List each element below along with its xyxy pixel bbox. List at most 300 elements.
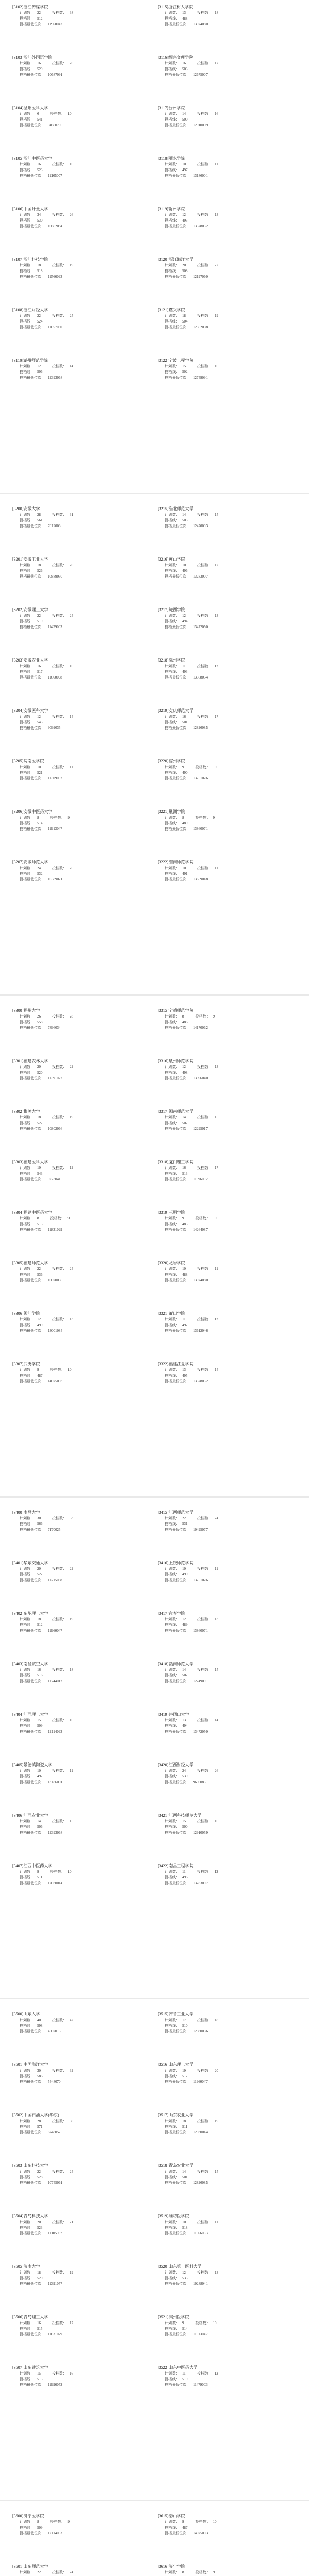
- score-value: 495: [182, 1374, 188, 1378]
- rank-value: 11479003: [48, 625, 62, 629]
- score-label: 投档线：: [20, 218, 34, 223]
- score-label: 投档线：: [20, 2125, 34, 2129]
- plan-value: 14: [182, 112, 186, 116]
- school-name: [3416]上饶师范学院: [158, 1561, 194, 1565]
- rank-value: 13860071: [193, 1629, 208, 1633]
- school-entry: [158, 1109, 297, 1159]
- admitted-label: 投档数：: [197, 1166, 212, 1170]
- school-name: [3115]浙江树人学院: [158, 5, 194, 9]
- rank-label: 投档最低位次：: [165, 1780, 190, 1784]
- rank-label: 投档最低位次：: [165, 877, 190, 882]
- rank-row: [12, 22, 151, 27]
- rank-row: [12, 1780, 151, 1785]
- score-row: [12, 2023, 151, 2029]
- rank-row: [158, 675, 297, 681]
- plan-admitted-row: [12, 1718, 151, 1723]
- score-row: [12, 1824, 151, 1830]
- school-name: [3500]山东大学: [12, 2012, 40, 2016]
- score-value: 517: [37, 670, 43, 674]
- rank-row: [12, 1025, 151, 1031]
- rank-row: [12, 1076, 151, 1081]
- school-name: [3405]景德镇陶瓷大学: [12, 1762, 53, 1767]
- admitted-label: 投档数：: [197, 1317, 212, 1321]
- rank-row: [158, 2130, 297, 2136]
- score-label: 投档线：: [165, 1020, 179, 1024]
- school-name: [3315]宁德师范学院: [158, 1008, 194, 1013]
- plan-admitted-row: [158, 1718, 297, 1723]
- rank-label: 投档最低位次：: [20, 1076, 45, 1080]
- school-name: [3519]潍坊医学院: [158, 2214, 190, 2218]
- rank-label: 投档最低位次：: [165, 2080, 190, 2084]
- plan-label: 计划数：: [165, 2119, 179, 2123]
- admitted-value: 26: [215, 1769, 218, 1773]
- plan-admitted-row: [158, 2018, 297, 2023]
- plan-value: 9: [182, 2321, 184, 2325]
- school-entry: [158, 1260, 297, 1311]
- rank-row: [12, 1126, 151, 1132]
- admitted-label: 投档数：: [197, 2018, 212, 2022]
- score-row: [12, 821, 151, 826]
- school-entry: [158, 358, 297, 408]
- admitted-label: 投档数：: [195, 765, 210, 769]
- plan-value: 18: [182, 314, 186, 318]
- admitted-value: 17: [215, 715, 218, 719]
- admitted-value: 9: [67, 2520, 70, 2524]
- admitted-label: 投档数：: [197, 162, 212, 166]
- rank-row: [158, 1379, 297, 1384]
- rank-label: 投档最低位次：: [165, 1076, 190, 1080]
- score-row: [158, 720, 297, 725]
- rank-label: 投档最低位次：: [165, 1831, 190, 1835]
- rank-label: 投档最低位次：: [20, 625, 45, 629]
- admitted-label: 投档数：: [197, 2270, 212, 2275]
- rank-value: 11391077: [48, 1076, 62, 1080]
- score-label: 投档线：: [20, 67, 34, 71]
- admitted-label: 投档数：: [195, 2321, 210, 2325]
- rank-value: 7170025: [48, 1528, 61, 1532]
- score-value: 561: [37, 518, 43, 522]
- score-value: 511: [182, 2125, 188, 2129]
- school-name: [3202]安徽理工大学: [12, 607, 48, 612]
- school-entry: [158, 55, 297, 105]
- rank-label: 投档最低位次：: [165, 2531, 190, 2535]
- school-entry: [12, 2314, 151, 2365]
- admitted-value: 15: [215, 2170, 218, 2174]
- school-name: [3418]赣南师范大学: [158, 1662, 194, 1666]
- school-entry: [12, 1711, 151, 1762]
- plan-admitted-row: [12, 1165, 151, 1171]
- score-label: 投档线：: [165, 670, 179, 674]
- school-entry: [158, 1661, 297, 1711]
- score-value: 512: [182, 2074, 188, 2078]
- rank-value: 12562008: [193, 325, 208, 329]
- score-row: [12, 2225, 151, 2231]
- plan-label: 计划数：: [165, 664, 179, 668]
- school-name: [3420]江西财经大学: [158, 1762, 194, 1767]
- plan-value: 16: [37, 162, 41, 166]
- score-value: 496: [182, 1875, 188, 1879]
- plan-admitted-row: [158, 664, 297, 669]
- rank-label: 投档最低位次：: [165, 224, 190, 228]
- plan-label: 计划数：: [20, 213, 34, 217]
- plan-label: 计划数：: [20, 1317, 34, 1321]
- plan-label: 计划数：: [20, 1769, 34, 1773]
- rank-value: 11913047: [193, 2332, 208, 2336]
- score-label: 投档线：: [20, 771, 34, 775]
- rank-row: [158, 776, 297, 782]
- admitted-label: 投档数：: [52, 563, 66, 567]
- rank-value: 13751026: [193, 776, 208, 781]
- score-value: 532: [37, 872, 43, 876]
- school-entry: [158, 156, 297, 206]
- score-label: 投档线：: [20, 16, 34, 21]
- admitted-value: 9: [213, 1014, 215, 1019]
- plan-value: 10: [182, 162, 186, 166]
- score-value: 514: [182, 2327, 188, 2331]
- plan-admitted-row: [12, 2320, 151, 2326]
- admitted-label: 投档数：: [52, 614, 66, 618]
- plan-value: 8: [37, 816, 39, 820]
- score-value: 527: [37, 1121, 43, 1125]
- plan-label: 计划数：: [20, 2321, 34, 2325]
- rank-label: 投档最低位次：: [165, 376, 190, 380]
- rank-value: 5448070: [48, 2080, 61, 2084]
- school-entry: [12, 156, 151, 206]
- admitted-label: 投档数：: [197, 263, 212, 267]
- plan-value: 15: [37, 2371, 41, 2376]
- rank-value: 12114093: [48, 1730, 62, 1734]
- score-value: 526: [37, 569, 43, 573]
- admitted-value: 25: [70, 314, 73, 318]
- plan-label: 计划数：: [20, 715, 34, 719]
- right-column: [158, 4, 297, 408]
- school-entry: [12, 1260, 151, 1311]
- rank-label: 投档最低位次：: [165, 325, 190, 329]
- score-row: [12, 1020, 151, 1025]
- school-name: [3502]中国石油大学(华东): [12, 2113, 59, 2117]
- plan-label: 计划数：: [20, 1668, 34, 1672]
- score-row: [158, 1521, 297, 1527]
- plan-value: 10: [182, 2220, 186, 2224]
- rank-label: 投档最低位次：: [20, 1578, 45, 1582]
- rank-row: [12, 523, 151, 529]
- plan-admitted-row: [158, 1869, 297, 1875]
- plan-value: 13: [182, 11, 186, 15]
- plan-label: 计划数：: [165, 1115, 179, 1120]
- score-value: 491: [182, 872, 188, 876]
- score-label: 投档线：: [165, 1623, 179, 1627]
- plan-value: 24: [37, 866, 41, 870]
- rank-row: [158, 1578, 297, 1583]
- plan-value: 10: [182, 866, 186, 870]
- admitted-label: 投档数：: [195, 1216, 210, 1221]
- plan-label: 计划数：: [165, 2371, 179, 2376]
- school-entry: [12, 1159, 151, 1210]
- school-entry: [12, 758, 151, 809]
- admitted-label: 投档数：: [52, 1567, 66, 1571]
- plan-value: 13: [182, 1718, 186, 1722]
- admitted-label: 投档数：: [197, 1819, 212, 1823]
- rank-value: 11913047: [48, 827, 62, 831]
- plan-admitted-row: [158, 1768, 297, 1774]
- plan-admitted-row: [158, 1014, 297, 1020]
- admitted-value: 19: [70, 1617, 73, 1621]
- rank-label: 投档最低位次：: [165, 275, 190, 279]
- school-name: [3116]绍兴文理学院: [158, 55, 194, 60]
- school-name: [3522]山东中医药大学: [158, 2365, 198, 2370]
- admitted-label: 投档数：: [195, 2520, 210, 2524]
- plan-label: 计划数：: [165, 213, 179, 217]
- score-label: 投档线：: [20, 117, 34, 122]
- admitted-value: 33: [70, 1516, 73, 1520]
- plan-admitted-row: [158, 162, 297, 167]
- school-entry: [158, 1008, 297, 1058]
- plan-label: 计划数：: [165, 2220, 179, 2224]
- admitted-value: 22: [215, 263, 218, 267]
- score-label: 投档线：: [20, 1522, 34, 1526]
- plan-value: 12: [182, 213, 186, 217]
- admitted-value: 11: [215, 1267, 218, 1271]
- rank-label: 投档最低位次：: [165, 675, 190, 680]
- admitted-label: 投档数：: [52, 1668, 66, 1672]
- school-name: [3320]龙岩学院: [158, 1261, 185, 1265]
- score-label: 投档线：: [165, 1273, 179, 1277]
- score-row: [158, 821, 297, 826]
- plan-admitted-row: [158, 1115, 297, 1121]
- school-entry: [158, 607, 297, 657]
- plan-value: 22: [37, 1267, 41, 1271]
- admitted-label: 投档数：: [52, 1718, 66, 1722]
- score-label: 投档线：: [165, 2377, 179, 2381]
- rank-row: [158, 2332, 297, 2337]
- plan-admitted-row: [12, 1869, 151, 1875]
- score-row: [158, 117, 297, 123]
- score-row: [158, 2276, 297, 2281]
- section-divider: [0, 1998, 309, 1999]
- score-value: 529: [37, 67, 43, 71]
- rank-row: [12, 325, 151, 330]
- rank-row: [158, 574, 297, 580]
- admitted-label: 投档数：: [52, 2570, 66, 2574]
- plan-label: 计划数：: [20, 364, 34, 368]
- rank-row: [158, 2231, 297, 2236]
- rank-value: 11960047: [48, 22, 62, 26]
- school-entry: [12, 506, 151, 556]
- plan-admitted-row: [158, 364, 297, 369]
- plan-value: 12: [37, 715, 41, 719]
- rank-label: 投档最低位次：: [20, 2029, 45, 2033]
- rank-label: 投档最低位次：: [20, 675, 45, 680]
- plan-label: 计划数：: [20, 563, 34, 567]
- score-row: [158, 1070, 297, 1076]
- plan-value: 16: [37, 1668, 41, 1672]
- rank-row: [12, 2130, 151, 2136]
- plan-label: 计划数：: [165, 1870, 179, 1874]
- admitted-value: 10: [213, 765, 217, 769]
- admitted-value: 32: [70, 2069, 73, 2073]
- plan-admitted-row: [158, 1367, 297, 1373]
- admitted-value: 9: [213, 2570, 215, 2574]
- school-entry: [158, 556, 297, 607]
- school-name: [3505]济南大学: [12, 2264, 40, 2269]
- rank-row: [158, 123, 297, 128]
- school-name: [3507]山东建筑大学: [12, 2365, 48, 2370]
- school-name: [3200]安徽大学: [12, 506, 40, 511]
- rank-label: 投档最低位次：: [165, 1177, 190, 1181]
- left-column: [12, 506, 151, 910]
- admitted-value: 16: [215, 364, 218, 368]
- school-entry: [12, 1812, 151, 1863]
- rank-value: 11215038: [48, 1578, 62, 1582]
- score-value: 490: [182, 771, 188, 775]
- rank-label: 投档最低位次：: [20, 1629, 45, 1633]
- right-column: [158, 2513, 297, 2576]
- plan-value: 18: [37, 1617, 41, 1621]
- rank-value: 10020056: [48, 1278, 62, 1282]
- score-row: [12, 619, 151, 624]
- admitted-label: 投档数：: [197, 2069, 212, 2073]
- plan-admitted-row: [12, 1617, 151, 1622]
- school-entry: [158, 2314, 297, 2365]
- admitted-label: 投档数：: [52, 866, 66, 870]
- rank-row: [158, 1780, 297, 1785]
- score-value: 486: [182, 1020, 188, 1024]
- rank-value: 12470093: [193, 524, 208, 528]
- rank-row: [12, 2281, 151, 2287]
- school-name: [3118]丽水学院: [158, 156, 185, 161]
- score-label: 投档线：: [20, 1875, 34, 1879]
- rank-row: [158, 2531, 297, 2536]
- plan-label: 计划数：: [20, 1267, 34, 1271]
- score-label: 投档线：: [20, 2024, 34, 2028]
- score-row: [158, 1121, 297, 1126]
- score-label: 投档线：: [20, 1572, 34, 1577]
- rank-row: [12, 1227, 151, 1233]
- plan-label: 计划数：: [20, 1065, 34, 1069]
- plan-label: 计划数：: [20, 1115, 34, 1120]
- plan-admitted-row: [12, 2371, 151, 2377]
- score-value: 492: [182, 1323, 188, 1327]
- score-label: 投档线：: [20, 2327, 34, 2331]
- score-value: 489: [182, 1623, 188, 1627]
- rank-row: [12, 1578, 151, 1583]
- plan-admitted-row: [12, 1317, 151, 1323]
- school-name: [3417]宜春学院: [158, 1611, 185, 1616]
- score-row: [12, 1572, 151, 1578]
- rank-row: [12, 1379, 151, 1384]
- school-name: [3302]集美大学: [12, 1109, 40, 1114]
- plan-admitted-row: [158, 563, 297, 568]
- admitted-value: 10: [67, 112, 72, 116]
- rank-value: 12393068: [48, 376, 62, 380]
- rank-value: 11960047: [193, 2080, 208, 2084]
- admitted-value: 9: [213, 816, 215, 820]
- admitted-label: 投档数：: [52, 2270, 66, 2275]
- section: [0, 506, 309, 910]
- school-entry: [12, 1210, 151, 1260]
- school-name: [3305]福建师范大学: [12, 1261, 48, 1265]
- school-entry: [158, 105, 297, 156]
- rank-label: 投档最低位次：: [165, 1026, 190, 1030]
- rank-row: [158, 1025, 297, 1031]
- school-name: [3402]东华理工大学: [12, 1611, 48, 1616]
- score-row: [158, 1020, 297, 1025]
- plan-admitted-row: [158, 212, 297, 218]
- admitted-value: 19: [70, 263, 73, 267]
- school-name: [3321]莆田学院: [158, 1311, 185, 1316]
- plan-label: 计划数：: [165, 563, 179, 567]
- plan-admitted-row: [158, 714, 297, 720]
- admitted-label: 投档数：: [197, 1567, 212, 1571]
- plan-value: 8: [182, 2570, 184, 2574]
- rank-row: [12, 2332, 151, 2337]
- admitted-label: 投档数：: [197, 1368, 212, 1372]
- school-entry: [12, 1510, 151, 1560]
- score-value: 489: [182, 821, 188, 825]
- school-name: [3615]泰山学院: [158, 2514, 185, 2518]
- score-label: 投档线：: [165, 1875, 179, 1879]
- plan-label: 计划数：: [20, 263, 34, 267]
- rank-row: [158, 1679, 297, 1684]
- school-entry: [12, 358, 151, 408]
- score-label: 投档线：: [165, 2226, 179, 2230]
- score-label: 投档线：: [165, 872, 179, 876]
- score-label: 投档线：: [20, 1724, 34, 1728]
- score-label: 投档线：: [20, 1071, 34, 1075]
- plan-value: 20: [37, 1567, 41, 1571]
- rank-value: 13612046: [193, 1329, 208, 1333]
- plan-value: 17: [182, 2018, 186, 2022]
- plan-label: 计划数：: [20, 2371, 34, 2376]
- rank-value: 11744012: [48, 1679, 62, 1683]
- score-row: [12, 1875, 151, 1880]
- school-name: [3215]淮北师范大学: [158, 506, 194, 511]
- score-value: 487: [37, 1374, 43, 1378]
- score-row: [158, 167, 297, 173]
- rank-row: [12, 375, 151, 381]
- admitted-value: 9: [67, 1216, 70, 1221]
- left-column: [12, 2011, 151, 2415]
- rank-row: [12, 2079, 151, 2085]
- admitted-value: 15: [70, 1819, 73, 1823]
- school-entry: [158, 1762, 297, 1812]
- score-label: 投档线：: [20, 168, 34, 172]
- plan-admitted-row: [158, 111, 297, 117]
- rank-label: 投档最低位次：: [20, 827, 45, 831]
- rank-label: 投档最低位次：: [165, 1329, 190, 1333]
- plan-admitted-row: [158, 866, 297, 871]
- school-name: [3221]巢湖学院: [158, 809, 185, 814]
- rank-label: 投档最低位次：: [165, 73, 190, 77]
- admitted-label: 投档数：: [197, 1668, 212, 1672]
- school-name: [3319]三明学院: [158, 1210, 185, 1215]
- plan-value: 10: [182, 1267, 186, 1271]
- rank-label: 投档最低位次：: [20, 1528, 45, 1532]
- plan-label: 计划数：: [20, 1216, 34, 1221]
- plan-label: 计划数：: [20, 2220, 34, 2224]
- score-label: 投档线：: [165, 117, 179, 122]
- admitted-value: 13: [215, 1065, 218, 1069]
- school-name: [3104]温州医科大学: [12, 106, 48, 110]
- plan-label: 计划数：: [20, 2170, 34, 2174]
- rank-value: 4502013: [48, 2029, 61, 2033]
- admitted-label: 投档数：: [52, 314, 66, 318]
- score-label: 投档线：: [20, 1121, 34, 1125]
- score-label: 投档线：: [165, 319, 179, 324]
- school-name: [3521]滨州医学院: [158, 2315, 190, 2319]
- rank-label: 投档最低位次：: [20, 1831, 45, 1835]
- plan-value: 10: [37, 1769, 41, 1773]
